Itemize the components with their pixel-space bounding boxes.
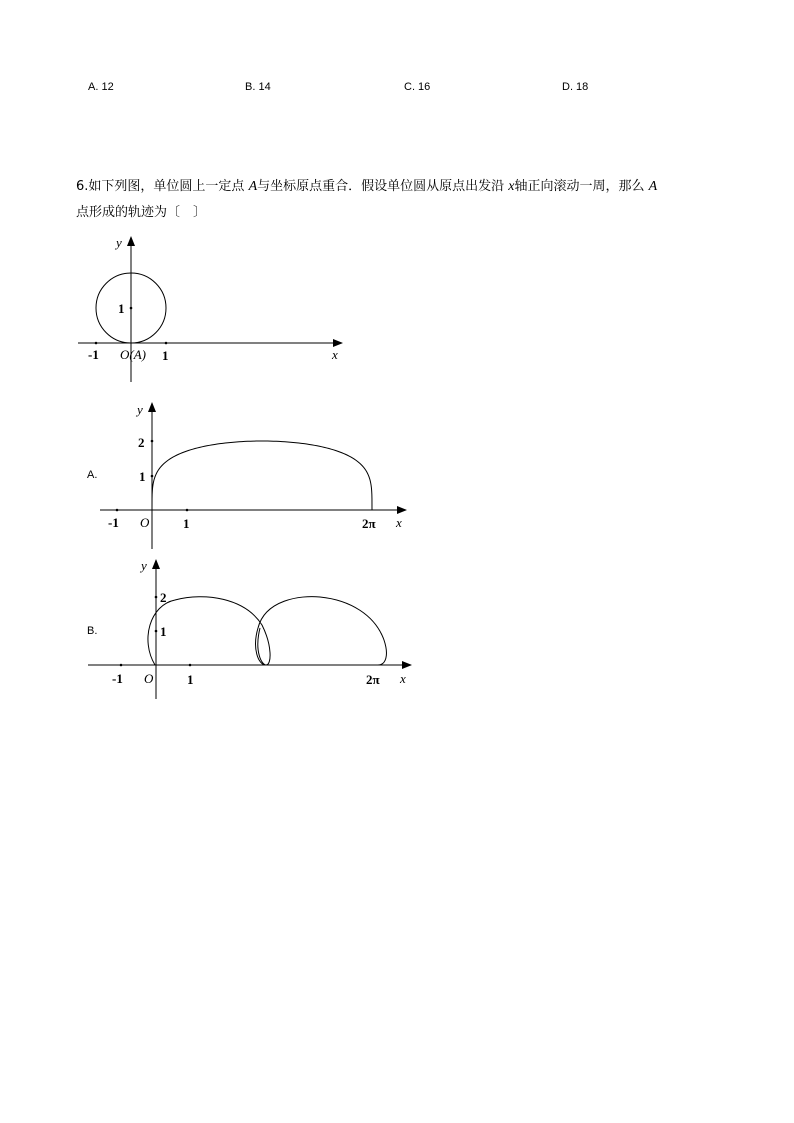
question-6-line2: 点形成的轨迹为〔 〕	[76, 205, 207, 220]
question-text-1a: 如下列图，单位圆上一定点	[88, 179, 245, 194]
tick-label-2pi: 2π	[366, 672, 380, 687]
tick-label-2: 2	[160, 590, 167, 605]
tick-dot	[155, 630, 158, 633]
tick-dot	[165, 342, 168, 345]
option-d-prev: D. 18	[562, 81, 589, 93]
tick-label-1-x: 1	[162, 348, 169, 363]
option-a-prev: A. 12	[88, 81, 114, 93]
tick-label-neg1: -1	[112, 671, 123, 686]
tick-dot	[151, 440, 154, 443]
origin-label: O	[144, 671, 154, 686]
tick-label-1-y: 1	[160, 624, 167, 639]
x-axis-label: x	[400, 671, 406, 686]
tick-label-neg1: -1	[88, 347, 99, 362]
question-text-1b: 与坐标原点重合．假设单位圆从原点出发沿	[257, 179, 505, 194]
option-c-prev: C. 16	[404, 81, 431, 93]
tick-label-2pi: 2π	[362, 516, 376, 531]
option-a-curve	[152, 441, 372, 510]
tick-dot	[116, 509, 119, 512]
var-a: A	[248, 179, 258, 194]
option-b-prev: B. 14	[245, 81, 271, 93]
y-axis-label: y	[116, 235, 122, 250]
y-axis-label: y	[141, 558, 147, 573]
origin-label: O(A)	[120, 347, 146, 362]
question-number: 6.	[76, 179, 89, 194]
x-axis-label: x	[332, 347, 338, 362]
option-b-label: B.	[87, 625, 98, 637]
tick-dot	[130, 307, 133, 310]
tick-dot	[95, 342, 98, 345]
tick-label-2: 2	[138, 435, 145, 450]
tick-dot	[120, 664, 123, 667]
x-axis-label: x	[396, 515, 402, 530]
tick-dot	[155, 596, 158, 599]
tick-label-1-y: 1	[118, 301, 125, 316]
option-b-curve-right	[258, 597, 387, 665]
var-a-2: A	[648, 179, 658, 194]
tick-dot	[186, 509, 189, 512]
question-text-1c: 轴正向滚动一周，那么	[514, 179, 645, 194]
tick-label-neg1: -1	[108, 515, 119, 530]
y-axis-label: y	[137, 402, 143, 417]
tick-dot	[151, 475, 154, 478]
origin-label: O	[140, 515, 150, 530]
tick-label-1-x: 1	[187, 672, 194, 687]
tick-dot	[189, 664, 192, 667]
option-a-label: A.	[87, 469, 98, 481]
tick-label-1-y: 1	[139, 469, 146, 484]
var-x: x	[508, 179, 515, 194]
tick-label-1-x: 1	[183, 516, 190, 531]
